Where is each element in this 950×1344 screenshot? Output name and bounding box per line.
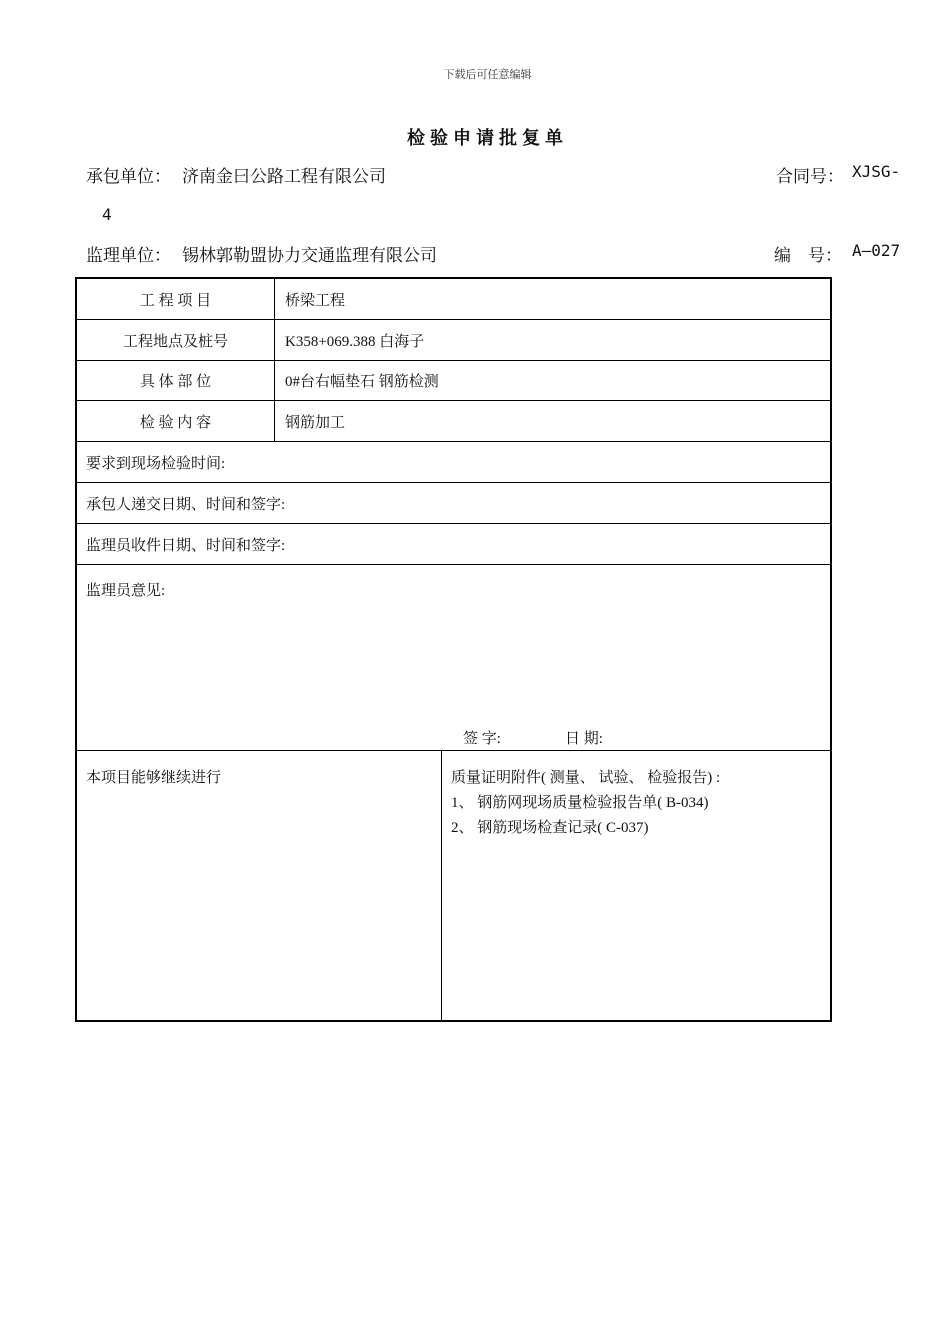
number-label: 编 号：: [774, 246, 842, 265]
number-value: A—027: [852, 241, 901, 260]
attachments-title: 质量证明附件( 测量、 试验、 检验报告) :: [451, 770, 721, 786]
row-value: 钢筋加工: [285, 414, 346, 431]
supervisor-opinion-label: 监理员意见:: [86, 583, 166, 599]
inspect-time-label: 要求到现场检验时间:: [86, 456, 226, 472]
attachments-cell: [442, 751, 830, 1020]
contract-no-value: XJSG-: [852, 162, 901, 181]
supervisor-receive-label: 监理员收件日期、时间和签字:: [86, 538, 286, 554]
inspect-time-row: [77, 442, 830, 483]
attachment-item: 1、 钢筋网现场质量检验报告单( B-034): [451, 795, 709, 811]
supervisor-label: 监理单位：: [86, 246, 171, 265]
page-title: 检验申请批复单: [407, 128, 568, 148]
sign-label: 签 字:: [463, 731, 501, 747]
date-label: 日 期:: [565, 731, 603, 747]
contractor-submit-row: [77, 483, 830, 524]
contract-no-label: 合同号：: [776, 167, 844, 186]
row-label: 检 验 内 容: [77, 401, 275, 441]
supervisor-receive-row: [77, 524, 830, 565]
inspection-table: [75, 277, 832, 1022]
row-value: 0#台右幅垫石 钢筋检测: [285, 374, 439, 390]
contractor-value: 济南金曰公路工程有限公司: [182, 167, 386, 186]
row-label: 具 体 部 位: [77, 361, 275, 400]
contractor-label: 承包单位：: [86, 167, 171, 186]
continue-text: 本项目能够继续进行: [86, 770, 222, 786]
row-value: K358+069.388 白海子: [285, 333, 425, 350]
row-value: 桥梁工程: [285, 292, 346, 309]
table-row: [77, 279, 830, 320]
row-label: 工 程 项 目: [77, 279, 275, 319]
supervisor-opinion-row: [77, 565, 830, 751]
attachment-item: 2、 钢筋现场检查记录( C-037): [451, 820, 649, 836]
contract-no-continued: 4: [102, 205, 112, 224]
continue-cell: [77, 751, 442, 1020]
row-label: 工程地点及桩号: [77, 320, 275, 360]
table-row: [77, 401, 830, 442]
supervisor-value: 锡林郭勒盟协力交通监理有限公司: [182, 246, 437, 265]
contractor-submit-label: 承包人递交日期、时间和签字:: [86, 497, 286, 513]
table-row: [77, 320, 830, 361]
watermark-text: 下载后可任意编辑: [443, 69, 532, 81]
table-row: [77, 361, 830, 401]
